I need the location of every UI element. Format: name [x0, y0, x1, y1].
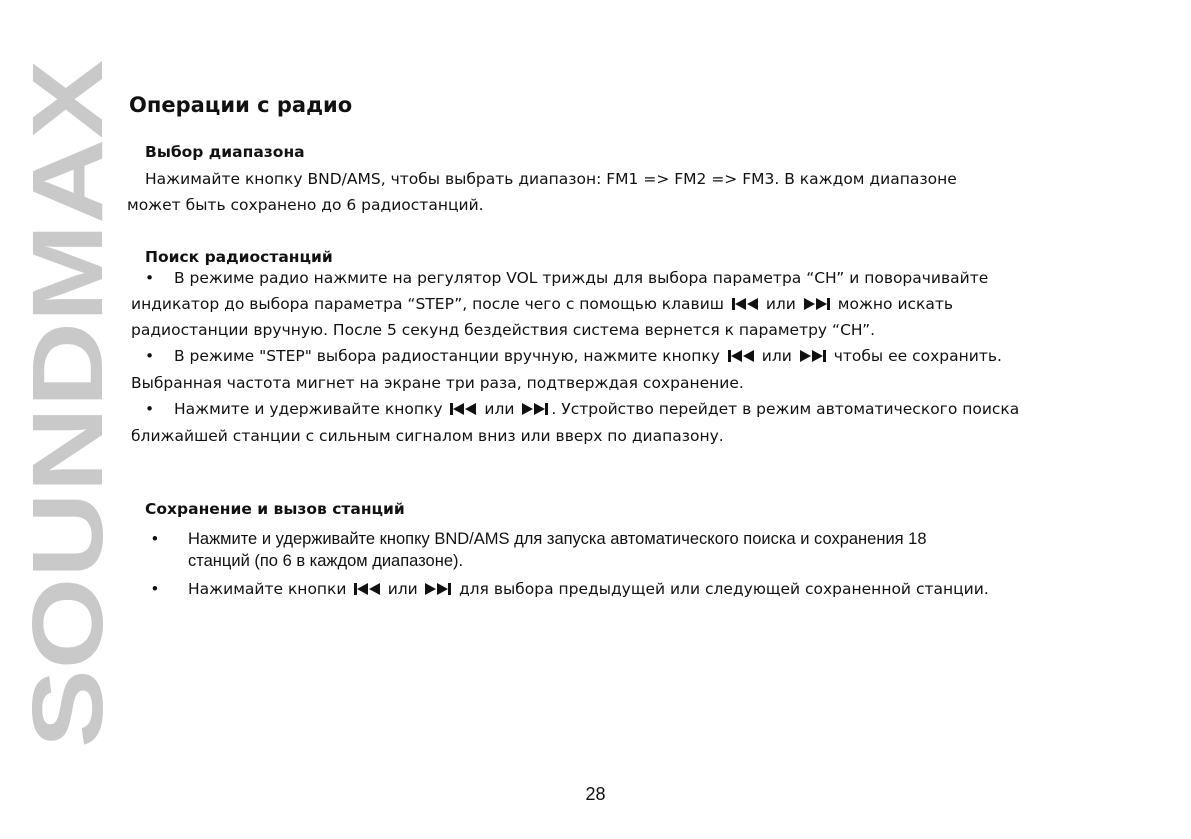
search-p2-line2: Выбранная частота мигнет на экране три раза, подтверждая сохранение.: [131, 374, 744, 392]
search-p1-line2: [131, 294, 953, 314]
store-b2-b: для выбора предыдущей или следующей сохраненной станции.: [458, 580, 989, 598]
store-heading: Сохранение и вызов станций: [145, 500, 405, 518]
store-b2-a: Нажимайте кнопки: [188, 580, 347, 598]
skip-next-icon: [800, 350, 826, 362]
brand-logo-text: SOUNDMAX: [12, 164, 124, 748]
search-p1-line2-a: индикатор до выбора параметра “STEP”, после чего с помощью клавиш: [131, 295, 724, 313]
search-p1-line2-b: можно искать: [837, 295, 954, 313]
store-bullet-2: [152, 579, 989, 599]
search-p3-line1-or: или: [484, 400, 515, 418]
search-bullet-1: [145, 268, 988, 288]
page-title: Операции с радио: [129, 93, 353, 117]
band-text-line-2: может быть сохранено до 6 радиостанций.: [127, 196, 484, 214]
bullet-dot: •: [145, 347, 155, 365]
page-number: 28: [585, 784, 606, 804]
search-p3-line1-b: . Устройство перейдет в режим автоматического поиска: [551, 400, 1020, 418]
bullet-dot: •: [152, 530, 158, 548]
store-b1-line1: Нажмите и удерживайте кнопку BND/AMS для запуска автоматического поиска и сохранения 18: [188, 530, 927, 548]
skip-next-icon: [522, 403, 548, 415]
search-p2-line1-or: или: [761, 347, 792, 365]
bullet-dot: •: [145, 269, 155, 287]
skip-previous-icon: [450, 403, 476, 415]
search-heading: Поиск радиостанций: [145, 248, 333, 266]
bullet-dot: •: [152, 580, 158, 598]
search-p3-line2: ближайшей станции с сильным сигналом вниз или вверх по диапазону.: [131, 427, 724, 445]
brand-logo: [12, 60, 124, 750]
bullet-dot: •: [145, 400, 155, 418]
skip-next-icon: [804, 298, 830, 310]
skip-next-icon: [425, 583, 451, 595]
search-p1-line3: радиостанции вручную. После 5 секунд бездействия система вернется к параметру “CH”.: [131, 321, 876, 339]
skip-previous-icon: [732, 298, 758, 310]
store-b2-or: или: [387, 580, 418, 598]
skip-previous-icon: [728, 350, 754, 362]
search-p2-line1-b: чтобы ее сохранить.: [833, 347, 1002, 365]
search-p2-line1-a: В режиме "STEP" выбора радиостанции вручную, нажмите кнопку: [174, 347, 720, 365]
store-bullet-1: [152, 529, 927, 549]
band-heading: Выбор диапазона: [145, 143, 305, 161]
store-b1-line2: станций (по 6 в каждом диапазоне).: [188, 552, 464, 570]
search-p1-line2-or: или: [765, 295, 796, 313]
band-text-line-1: Нажимайте кнопку BND/AMS, чтобы выбрать диапазон: FM1 => FM2 => FM3. В каждом диапазоне: [145, 170, 957, 188]
search-p3-line1-a: Нажмите и удерживайте кнопку: [174, 400, 443, 418]
search-bullet-3: [145, 399, 1019, 419]
search-p1-line1: В режиме радио нажмите на регулятор VOL трижды для выбора параметра “CH” и поворачивайте: [174, 269, 989, 287]
search-bullet-2: [145, 346, 1002, 366]
skip-previous-icon: [354, 583, 380, 595]
